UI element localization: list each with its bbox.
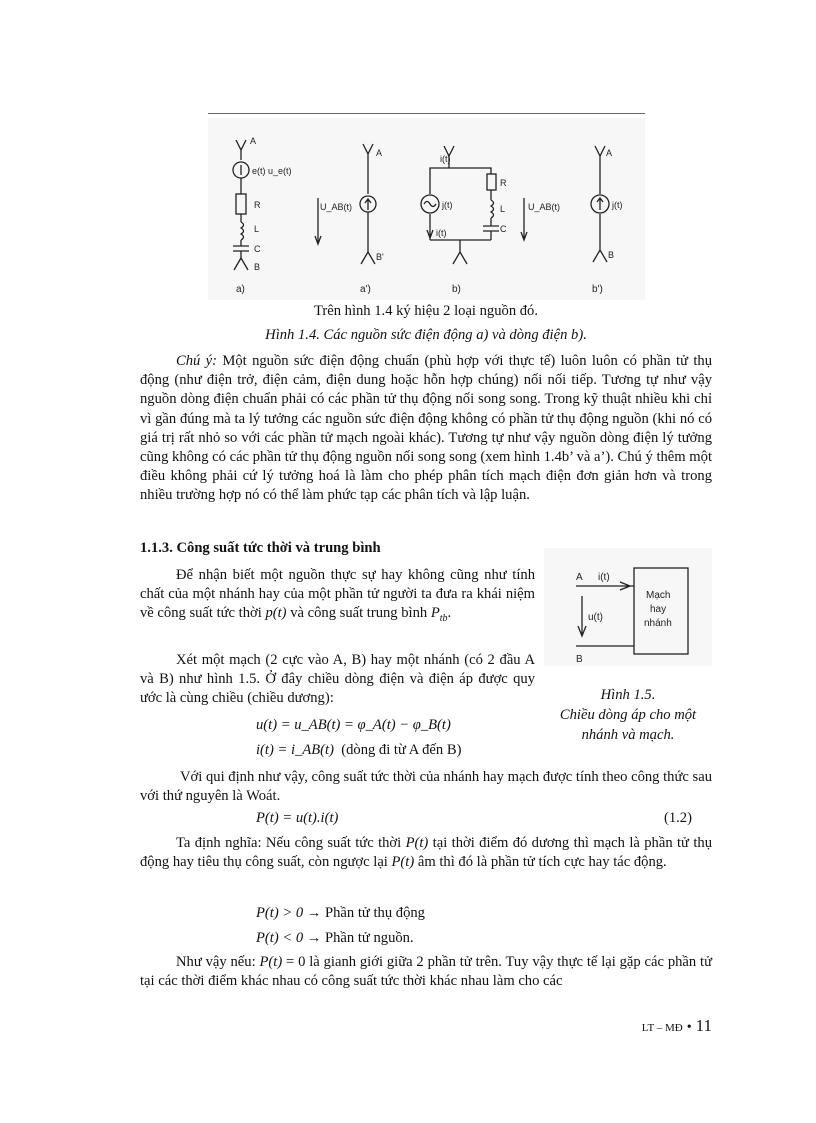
paragraph-3: Với qui định như vậy, công suất tức thời của nhánh hay mạch được tính theo công thức sau với thứ nguyên là Woát. [140, 769, 712, 805]
fig14-a1-top: A [250, 136, 257, 146]
fig14-a1-r: R [254, 200, 261, 210]
fig14-b1-l: L [500, 204, 506, 214]
fig15-caption-2: Chiều dòng áp cho một [559, 707, 697, 723]
fig14-sub-b-prime: b') [592, 284, 603, 295]
note-paragraph [140, 352, 712, 524]
figure-1-5 [544, 548, 712, 666]
page-number: 11 [695, 1016, 712, 1035]
fig15-box-line-2: hay [650, 604, 667, 615]
note-body: Một nguồn sức điện động chuẩn (phù hợp với thực tế) luôn luôn có phần tử thụ động (như điện trở, điện cảm, điện dung hoặc hỗn hợp chúng) nối nối tiếp. Tương tự như vậy nguồn dòng điện chuẩn phải có các phần tử thụ động nối song song. Trong kỹ thuật nhiều khi chỉ vì gần đúng mà ta lý tưởng các nguồn sức điện động không có phần tử thụ động nguồn (khi nó có giá trị rất nhỏ so với các phần tử mạch ngoài khác). Tương tự như vậy nguồn dòng điện lý tưởng cũng không có các phần tử thụ động nguồn nối song song (xem hình 1.4b’ và a’). Chú ý thêm một điều không phải cứ lý tưởng hoá là làm cho phép phân tích mạch điện đơn giản hơn và trong nhiều trường hợp nó có thể làm phức tạp các phân tích và lập luận. [140, 353, 712, 504]
paragraph-1 [140, 566, 535, 629]
fig14-a2-top: A [376, 148, 383, 158]
fig15-label-b: B [576, 654, 583, 665]
fig14-b2-bottom: B [608, 250, 615, 260]
condition-passive: P(t) > 0 → Phần tử thụ động [256, 905, 425, 921]
note-lead: Chú ý: [176, 353, 218, 369]
equation-current: i(t) = i_AB(t) (dòng đi từ A đến B) [256, 742, 462, 758]
equation-power: P(t) = u(t).i(t) [256, 810, 339, 826]
fig14-description: Trên hình 1.4 ký hiệu 2 loại nguồn đó. [313, 303, 539, 319]
para1-pt: p(t) [265, 605, 287, 622]
fig14-b1-voltage: U_AB(t) [528, 202, 561, 212]
paragraph-4: Ta định nghĩa: Nếu công suất tức thời P(t) tại thời điểm đó dương thì mạch là phần tử thụ động hay tiêu thụ công suất, còn ngược lại P(t) âm thì đó là phần tử tích cực hay tác động. [140, 835, 712, 871]
section-heading: 1.1.3. Công suất tức thời và trung bình [140, 540, 381, 556]
fig14-caption: Hình 1.4. Các nguồn sức điện động a) và dòng điện b). [265, 327, 587, 343]
top-rule [208, 113, 645, 114]
paragraph-2: Xét một mạch (2 cực vào A, B) hay một nhánh (có 2 đầu A và B) như hình 1.5. Ở đây chiều dòng điện và điện áp được quy ước là cùng chiều (chiều dương): [140, 652, 535, 707]
condition-source: P(t) < 0 → Phần tử nguồn. [256, 930, 414, 946]
fig14-b1-current: i(t) [440, 154, 451, 164]
fig15-caption-1: Hình 1.5. [600, 687, 656, 703]
para1-ptb: $P_{tb}$ [430, 605, 448, 625]
fig14-b1-r: R [500, 178, 507, 188]
equation-voltage: u(t) = u_AB(t) = φ_A(t) − φ_B(t) [256, 717, 451, 733]
fig14-b1-it: i(t) [436, 228, 447, 238]
fig14-b1-c: C [500, 224, 507, 234]
paragraph-5: Như vậy nếu: P(t) = 0 là gianh giới giữa 2 phần tử trên. Tuy vậy thực tế lại gặp các phần tử tại các thời điểm khác nhau có công suất tức thời khác nhau làm cho các [140, 954, 712, 990]
fig15-label-it: i(t) [598, 572, 610, 583]
fig14-sub-a: a) [236, 284, 245, 295]
footer-bullet: • [686, 1020, 692, 1035]
page-footer [600, 1016, 712, 1036]
fig14-a1-c: C [254, 244, 261, 254]
fig14-b2-source: j(t) [612, 200, 623, 210]
equation-number: (1.2) [664, 810, 692, 826]
fig14-b2-top: A [606, 148, 613, 158]
fig14-a2-bottom: B' [376, 252, 384, 262]
para1-end: . [447, 605, 452, 622]
fig15-box-line-3: nhánh [644, 618, 672, 629]
fig14-sub-b: b) [452, 284, 461, 295]
footer-label: LT – MĐ [641, 1022, 683, 1034]
fig14-b1-source: j(t) [442, 200, 453, 210]
fig14-a1-l: L [254, 224, 260, 234]
fig15-label-a: A [576, 572, 583, 583]
fig15-box-line-1: Mạch [646, 590, 671, 601]
fig14-a1-voltage: U_AB(t) [320, 202, 353, 212]
fig14-a1-bottom: B [254, 262, 261, 272]
figure-1-4 [208, 118, 645, 300]
fig14-a1-source: e(t) u_e(t) [252, 166, 292, 176]
para1-text: Để nhận biết một nguồn thực sự hay không cũng như tính chất của một nhánh hay của một phần tử người ta đưa ra khái niệm về công suất tức thời [140, 567, 535, 622]
para1-mid: và công suất trung bình [286, 605, 431, 622]
fig15-label-ut: u(t) [588, 612, 603, 623]
fig14-sub-a-prime: a') [360, 284, 371, 295]
fig15-caption-3: nhánh và mạch. [581, 727, 675, 743]
